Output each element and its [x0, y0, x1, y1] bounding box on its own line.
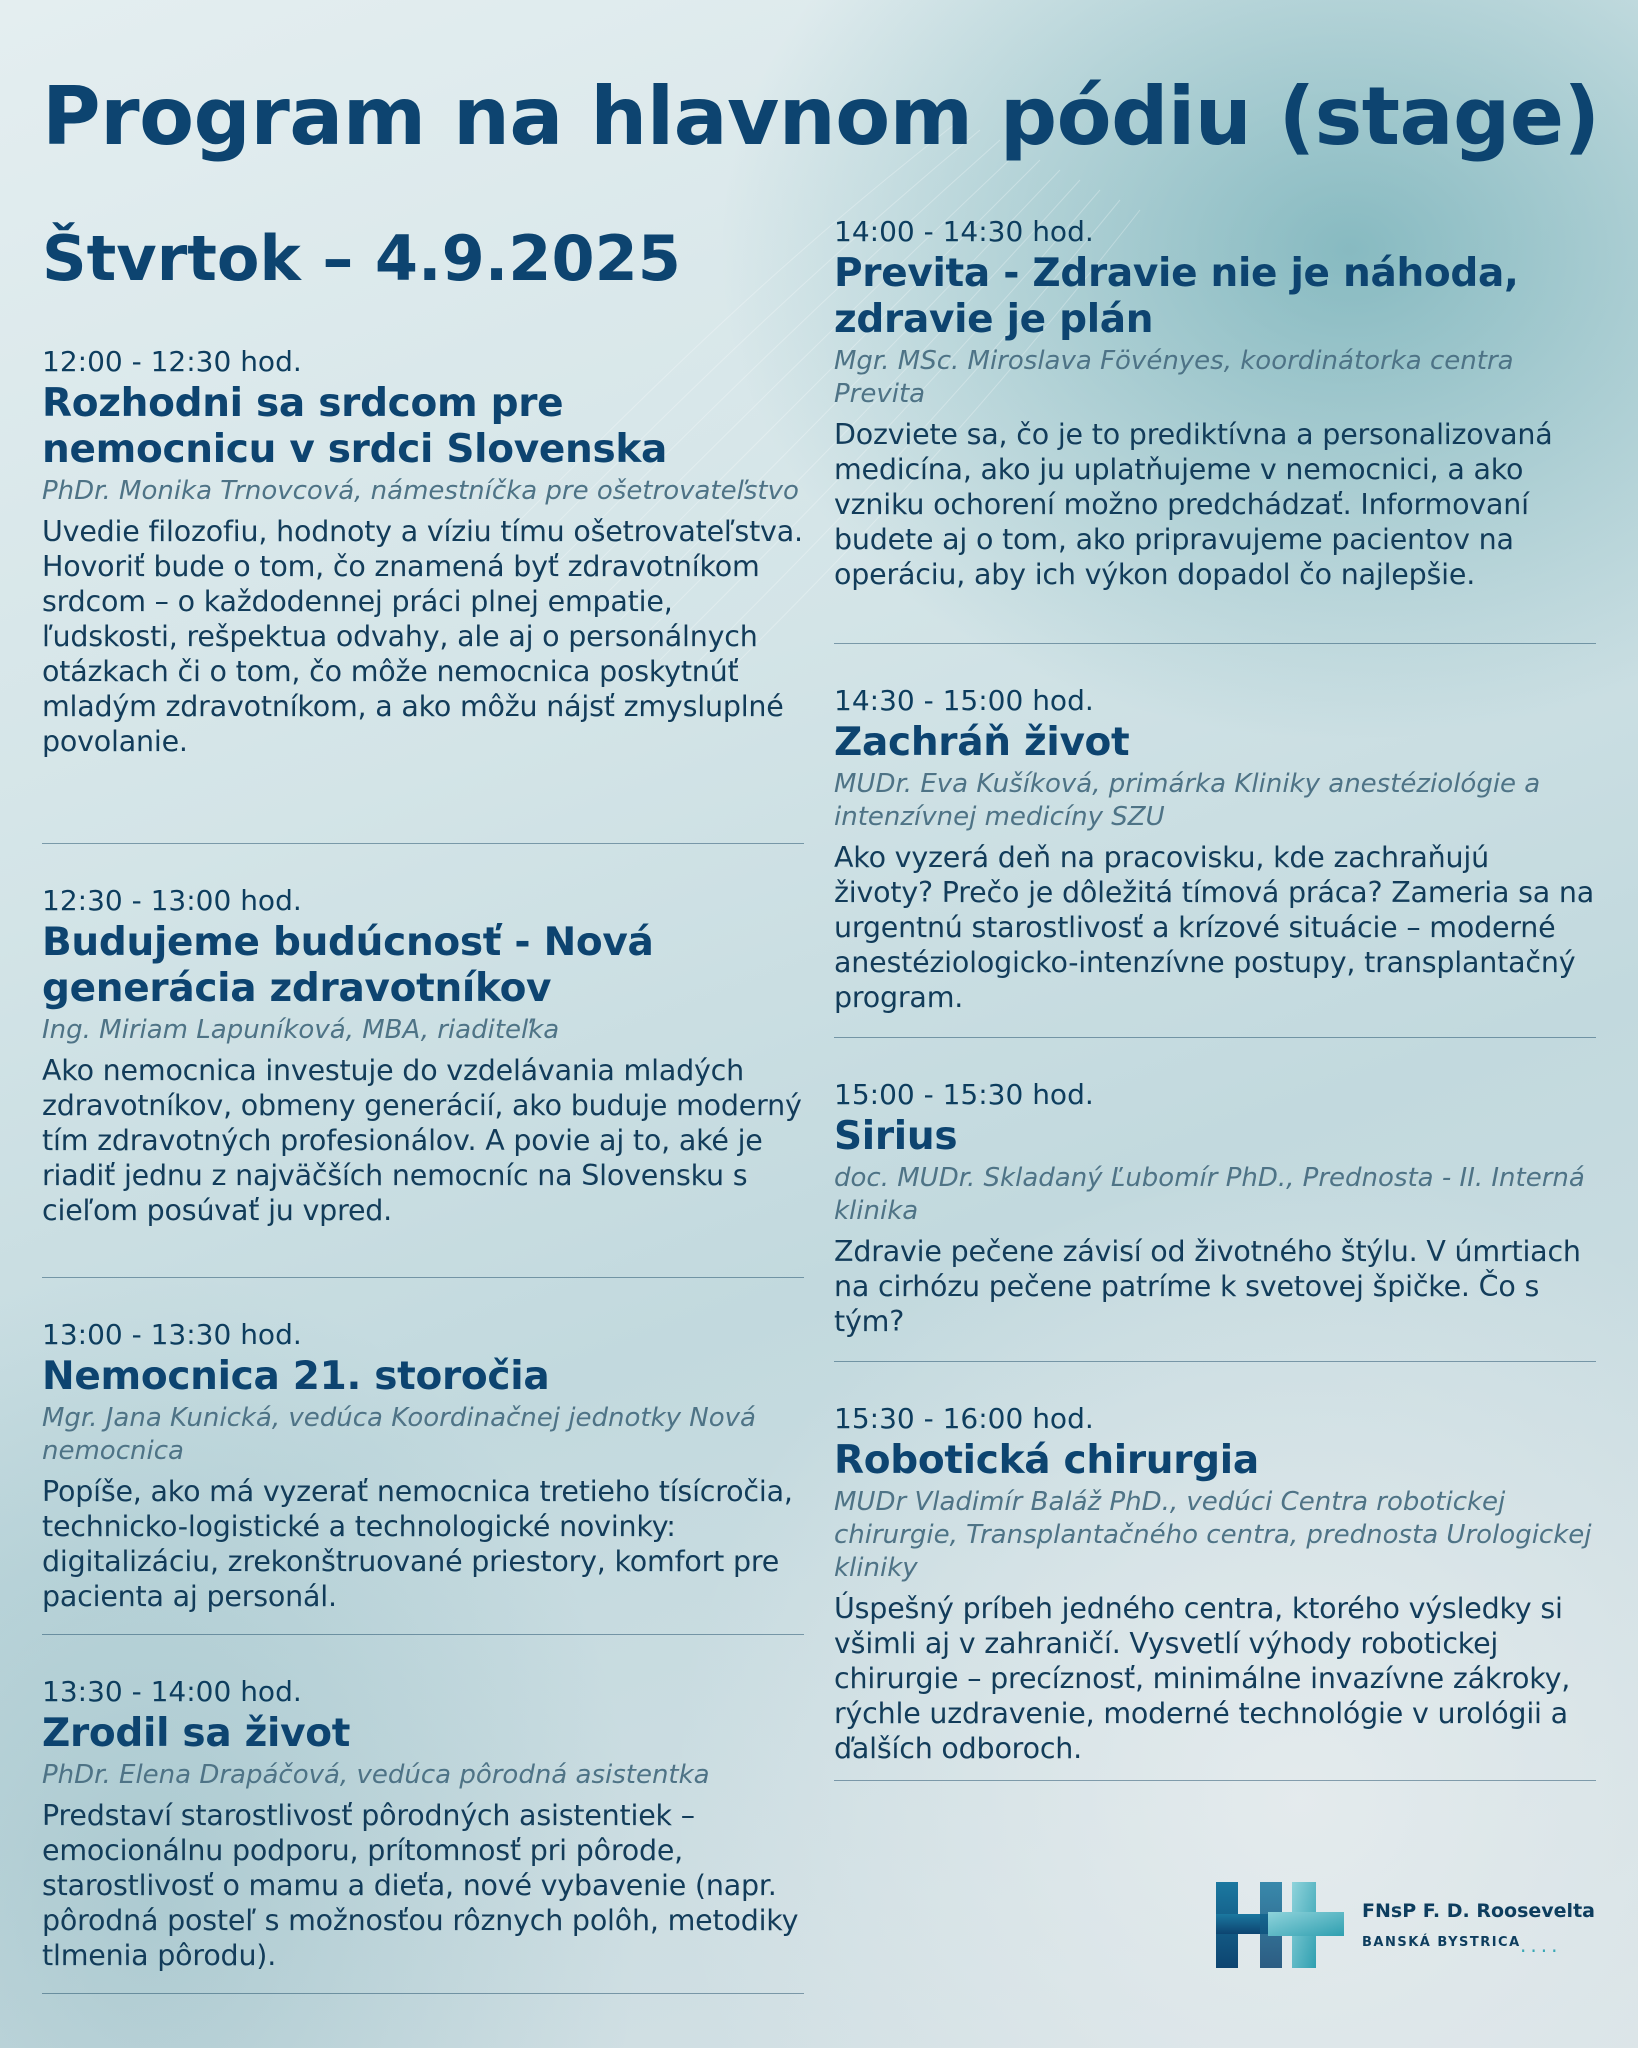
schedule-item [42, 1318, 804, 1635]
session-speaker: Mgr. Jana Kunická, vedúca Koordinačnej jednotky Nová nemocnica [42, 1403, 756, 1466]
hospital-cross-logo-icon [1214, 1878, 1354, 1974]
session-description: Ako vyzerá deň na pracovisku, kde zachraňujú životy? Prečo je dôležitá tímová práca? Zameria sa na urgentnú starostlivosť a krízové situácie – moderné anestéziologicko-intenzívne postupy, transplantačný program. [834, 841, 1594, 1014]
schedule-item [834, 1078, 1596, 1362]
session-time: 13:00 - 13:30 hod. [42, 1318, 302, 1351]
session-description: Úspešný príbeh jedného centra, ktorého výsledky si všimli aj v zahraničí. Vysvetlí výhody robotickej chirurgie – precíznosť, minimálne invazívne zákroky, rýchle uzdravenie, moderné technológie v urológii a ďalších odboroch. [834, 1592, 1571, 1765]
session-description: Dozviete sa, čo je to prediktívna a personalizovaná medicína, ako ju uplatňujeme v nemocnici, a ako vzniku ochorení možno predchádzať. Informovaní budete aj o tom, ako pripravujeme pacientov na operáciu, aby ich výkon dopadol čo najlepšie. [834, 418, 1553, 591]
session-speaker: PhDr. Elena Drapáčová, vedúca pôrodná asistentka [42, 1760, 710, 1790]
schedule-right-column [834, 215, 1596, 1781]
session-time: 13:30 - 14:00 hod. [42, 1675, 302, 1708]
session-title: Zachráň život [834, 720, 1130, 765]
session-speaker: doc. MUDr. Skladaný Ľubomír PhD., Prednosta - II. Interná klinika [834, 1163, 1585, 1226]
schedule-item [834, 215, 1596, 644]
hospital-logo [1214, 1878, 1594, 1978]
session-title: Sirius [834, 1114, 958, 1159]
session-title: Nemocnica 21. storočia [42, 1354, 550, 1399]
schedule-left-column [42, 345, 804, 1994]
session-speaker: MUDr. Eva Kušíková, primárka Kliniky anestéziológie a intenzívnej medicíny SZU [834, 769, 1541, 832]
session-title: Rozhodni sa srdcom pre nemocnicu v srdci Slovenska [42, 381, 668, 472]
schedule-item [834, 684, 1596, 1038]
session-time: 15:00 - 15:30 hod. [834, 1078, 1094, 1111]
session-description: Predstaví starostlivosť pôrodných asistentiek – emocionálnu podporu, prítomnosť pri pôrode, starostlivosť o mamu a dieťa, nové vybavenie (napr. pôrodná posteľ s možnosťou rôznych polôh, metodiky tlmenia pôrodu). [42, 1799, 799, 1972]
event-date: Štvrtok – 4.9.2025 [42, 222, 681, 295]
session-title: Zrodil sa život [42, 1711, 351, 1756]
hospital-name: FNsP F. D. Roosevelta [1362, 1900, 1595, 1922]
session-speaker: Ing. Miriam Lapuníková, MBA, riaditeľka [42, 1015, 560, 1045]
session-speaker: MUDr Vladimír Baláž PhD., vedúci Centra robotickej chirurgie, Transplantačného centra, prednosta Urologickej kliniky [834, 1487, 1592, 1583]
session-time: 14:30 - 15:00 hod. [834, 684, 1094, 717]
schedule-item [834, 1402, 1596, 1781]
session-title: Previta - Zdravie nie je náhoda, zdravie je plán [834, 251, 1519, 342]
session-description: Uvedie filozofiu, hodnoty a víziu tímu ošetrovateľstva. Hovoriť bude o tom, čo znamená byť zdravotníkom srdcom – o každodennej práci plnej empatie, ľudskosti, rešpektua odvahy, ale aj o personálnych otázkach či o tom, čo môže nemocnica poskytnúť mladým zdravotníkom, a ako môžu nájsť zmysluplné povolanie. [42, 515, 803, 758]
schedule-item [42, 1675, 804, 1994]
session-time: 14:00 - 14:30 hod. [834, 215, 1094, 248]
session-time: 12:30 - 13:00 hod. [42, 884, 302, 917]
session-speaker: Mgr. MSc. Miroslava Fövényes, koordinátorka centra Previta [834, 346, 1514, 409]
schedule-item [42, 884, 804, 1278]
session-description: Zdravie pečene závisí od životného štýlu. V úmrtiach na cirhózu pečene patríme k svetovej špičke. Čo s tým? [834, 1235, 1581, 1338]
logo-dots: .... [1520, 1933, 1562, 1957]
session-description: Ako nemocnica investuje do vzdelávania mladých zdravotníkov, obmeny generácií, ako buduje moderný tím zdravotných profesionálov. A povie aj to, aké je riadiť jednu z najväčších nemocníc na Slovensku s cieľom posúvať ju vpred. [42, 1054, 802, 1227]
session-speaker: PhDr. Monika Trnovcová, námestníčka pre ošetrovateľstvo [42, 476, 799, 506]
session-time: 15:30 - 16:00 hod. [834, 1402, 1094, 1435]
session-description: Popíše, ako má vyzerať nemocnica tretieho tísícročia, technicko-logistické a technologické novinky: digitalizáciu, zrekonštruované priestory, komfort pre pacienta aj personál. [42, 1475, 793, 1613]
page-title: Program na hlavnom pódiu (stage) [42, 70, 1600, 163]
session-title: Robotická chirurgia [834, 1438, 1259, 1483]
schedule-item [42, 345, 804, 844]
hospital-city: BANSKÁ BYSTRICA [1362, 1935, 1521, 1950]
session-time: 12:00 - 12:30 hod. [42, 345, 302, 378]
session-title: Budujeme budúcnosť - Nová generácia zdravotníkov [42, 920, 654, 1011]
